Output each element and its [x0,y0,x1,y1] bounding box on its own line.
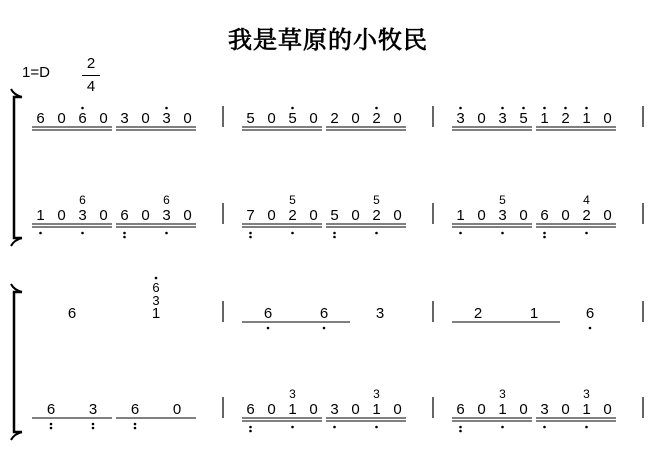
low-octave-dot [589,327,592,330]
bracket-hook-top [11,284,22,292]
bracket-hook-bottom [11,238,22,246]
high-octave-dot [501,107,504,110]
note-digit: 5 [246,110,255,127]
note-digit: 0 [393,207,402,224]
note-digit: 6 [36,110,45,127]
low-octave-dot [134,423,137,426]
low-octave-dot [543,232,546,235]
note-digit: 2 [288,207,297,224]
chord-upper-digit: 6 [79,193,86,207]
low-octave-dot [459,232,462,235]
note-digit: 0 [183,110,192,127]
low-octave-dot [249,426,252,429]
note-digit: 6 [46,401,56,418]
note-digit: 1 [372,401,381,418]
note-digit: 0 [351,401,360,418]
low-octave-dot [134,427,137,430]
low-octave-dot [333,426,336,429]
low-octave-dot [459,430,462,433]
note-digit: 0 [477,207,486,224]
chord-upper-digit: 5 [289,193,296,207]
low-octave-dot [249,430,252,433]
key-signature: 1=D [22,64,50,81]
high-octave-dot [165,107,168,110]
chord-upper-digit: 5 [499,193,506,207]
low-octave-dot [123,236,126,239]
low-octave-dot [267,327,270,330]
high-octave-dot [522,107,525,110]
time-signature-numerator: 2 [86,55,96,72]
note-digit: 0 [99,110,108,127]
high-octave-dot [585,107,588,110]
low-octave-dot [291,426,294,429]
note-digit: 5 [330,207,339,224]
note-digit: 6 [585,305,595,322]
note-digit: 6 [120,207,129,224]
note-digit: 0 [351,207,360,224]
note-digit: 0 [309,401,318,418]
chord-upper-digit: 3 [583,387,590,401]
stack-top-digit: 6 [152,280,160,295]
bracket-hook-top [11,89,22,97]
chord-upper-digit: 3 [373,387,380,401]
low-octave-dot [249,232,252,235]
low-octave-dot [333,236,336,239]
low-octave-dot [543,236,546,239]
note-digit: 3 [330,401,339,418]
note-digit: 0 [477,401,486,418]
chord-upper-digit: 3 [289,387,296,401]
high-octave-dot [291,107,294,110]
high-octave-dot [81,107,84,110]
low-octave-dot [291,232,294,235]
low-octave-dot [333,232,336,235]
note-digit: 0 [99,207,108,224]
low-octave-dot [585,426,588,429]
note-digit: 3 [78,207,87,224]
low-octave-dot [585,232,588,235]
low-octave-dot [50,423,53,426]
note-digit: 7 [246,207,255,224]
note-digit: 0 [561,207,570,224]
note-digit: 0 [603,207,612,224]
note-digit: 0 [561,401,570,418]
note-digit: 0 [267,401,276,418]
bracket-hook-bottom [11,432,22,440]
note-digit: 0 [519,207,528,224]
chord-upper-digit: 3 [499,387,506,401]
note-digit: 6 [67,305,77,322]
note-digit: 0 [183,207,192,224]
note-digit: 0 [172,401,182,418]
note-digit: 3 [498,110,507,127]
note-digit: 6 [540,207,549,224]
low-octave-dot [543,426,546,429]
note-digit: 6 [263,305,273,322]
note-digit: 2 [372,110,381,127]
note-digit: 2 [372,207,381,224]
chord-upper-digit: 6 [163,193,170,207]
low-octave-dot [249,236,252,239]
note-digit: 5 [519,110,528,127]
high-octave-dot [459,107,462,110]
low-octave-dot [375,426,378,429]
note-digit: 0 [57,110,66,127]
note-digit: 0 [603,110,612,127]
low-octave-dot [50,427,53,430]
note-digit: 2 [582,207,591,224]
note-digit: 1 [288,401,297,418]
high-octave-dot [564,107,567,110]
note-digit: 6 [456,401,465,418]
note-digit: 3 [540,401,549,418]
note-digit: 3 [375,305,385,322]
low-octave-dot [92,423,95,426]
note-digit: 0 [603,401,612,418]
note-digit: 0 [351,110,360,127]
note-digit: 1 [540,110,549,127]
note-digit: 3 [88,401,98,418]
note-digit: 1 [36,207,45,224]
note-digit: 0 [519,401,528,418]
note-digit: 1 [582,401,591,418]
note-digit: 0 [393,401,402,418]
note-digit: 3 [456,110,465,127]
time-signature-denominator: 4 [86,78,96,95]
note-digit: 1 [456,207,465,224]
high-octave-dot [155,277,158,280]
low-octave-dot [501,426,504,429]
note-digit: 3 [162,207,171,224]
note-digit: 1 [498,401,507,418]
note-digit: 5 [288,110,297,127]
note-digit: 6 [130,401,140,418]
high-octave-dot [543,107,546,110]
note-digit: 6 [319,305,329,322]
note-digit: 1 [582,110,591,127]
low-octave-dot [165,232,168,235]
note-digit: 6 [246,401,255,418]
high-octave-dot [375,107,378,110]
note-digit: 1 [529,305,539,322]
note-digit: 2 [330,110,339,127]
note-digit: 0 [141,110,150,127]
note-digit: 0 [477,110,486,127]
system-bracket [14,97,22,238]
chord-upper-digit: 5 [373,193,380,207]
note-digit: 3 [498,207,507,224]
low-octave-dot [123,232,126,235]
note-digit: 6 [78,110,87,127]
note-digit: 0 [393,110,402,127]
low-octave-dot [323,327,326,330]
note-digit: 0 [141,207,150,224]
note-digit: 0 [267,207,276,224]
score-title: 我是草原的小牧民 [228,26,428,54]
low-octave-dot [501,232,504,235]
note-digit: 2 [561,110,570,127]
note-digit: 3 [120,110,129,127]
chord-upper-digit: 4 [583,193,590,207]
low-octave-dot [459,426,462,429]
note-digit: 3 [162,110,171,127]
note-digit: 2 [473,305,483,322]
note-digit: 0 [57,207,66,224]
low-octave-dot [375,232,378,235]
stack-middle-digit: 3 [152,293,160,308]
note-digit: 0 [309,207,318,224]
note-digit: 0 [309,110,318,127]
note-digit: 0 [267,110,276,127]
low-octave-dot [92,427,95,430]
low-octave-dot [81,232,84,235]
low-octave-dot [39,232,42,235]
system-bracket [14,292,22,432]
note-digit: 1 [151,305,161,322]
